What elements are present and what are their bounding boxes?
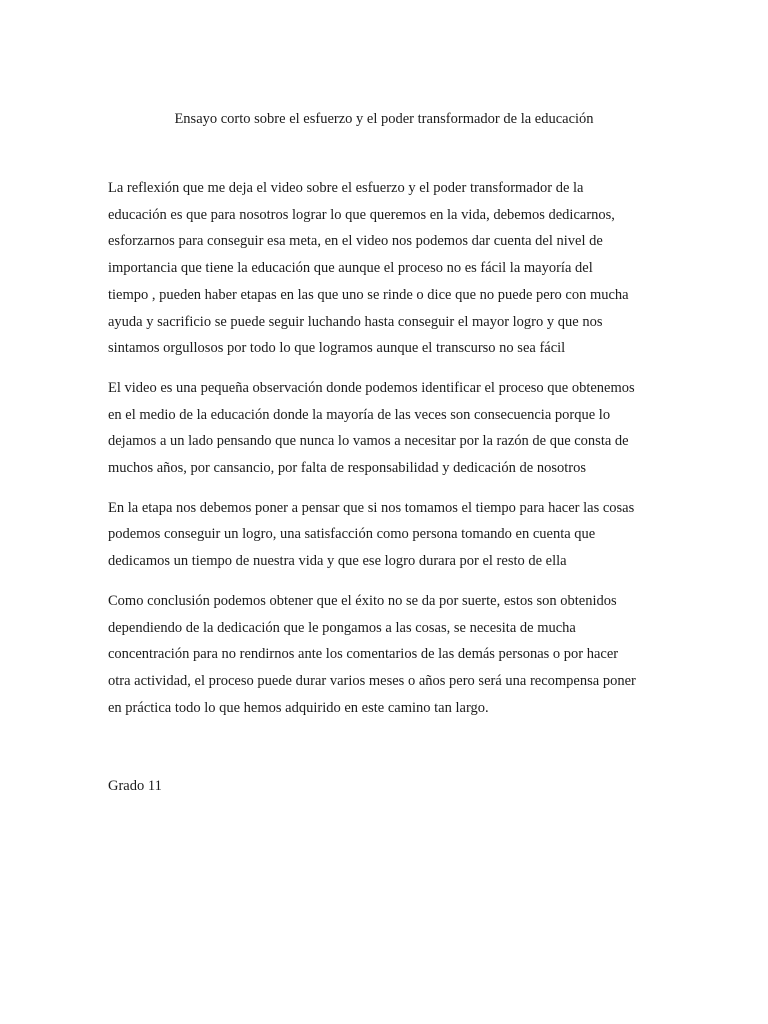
paragraph-1 xyxy=(108,175,668,362)
text-line: tiempo , pueden haber etapas en las que uno se rinde o dice que no puede pero con mucha xyxy=(108,286,629,303)
text-line: dependiendo de la dedicación que le pongamos a las cosas, se necesita de mucha xyxy=(108,619,576,636)
text-line: importancia que tiene la educación que aunque el proceso no es fácil la mayoría del xyxy=(108,260,593,277)
text-line: Como conclusión podemos obtener que el éxito no se da por suerte, estos son obtenidos xyxy=(108,592,617,609)
text-line: educación es que para nosotros lograr lo que queremos en la vida, debemos dedicarnos, xyxy=(108,206,615,223)
grade-label: Grado 11 xyxy=(108,778,162,794)
text-line: sintamos orgullosos por todo lo que logramos aunque el transcurso no sea fácil xyxy=(108,340,566,357)
text-line: El video es una pequeña observación donde podemos identificar el proceso que obtenemos xyxy=(108,379,635,396)
text-line: podemos conseguir un logro, una satisfacción como persona tomando en cuenta que xyxy=(108,526,596,543)
text-line: muchos años, por cansancio, por falta de responsabilidad y dedicación de nosotros xyxy=(108,460,586,477)
text-line: en práctica todo lo que hemos adquirido en este camino tan largo. xyxy=(108,699,489,716)
essay-body xyxy=(108,175,668,734)
paragraph-2 xyxy=(108,375,668,482)
text-line: ayuda y sacrificio se puede seguir luchando hasta conseguir el mayor logro y que nos xyxy=(108,313,603,330)
paragraph-3 xyxy=(108,495,668,575)
text-line: esforzarnos para conseguir esa meta, en el video nos podemos dar cuenta del nivel de xyxy=(108,233,603,250)
text-line: En la etapa nos debemos poner a pensar que si nos tomamos el tiempo para hacer las cosas xyxy=(108,499,635,516)
text-line: otra actividad, el proceso puede durar varios meses o años pero será una recompensa poner xyxy=(108,672,636,689)
text-line: La reflexión que me deja el video sobre el esfuerzo y el poder transformador de la xyxy=(108,180,584,196)
text-line: dejamos a un lado pensando que nunca lo vamos a necesitar por la razón de que consta de xyxy=(108,433,629,450)
document-title: Ensayo corto sobre el esfuerzo y el poder transformador de la educación xyxy=(174,111,594,127)
paragraph-4 xyxy=(108,588,668,722)
text-line: en el medio de la educación donde la mayoría de las veces son consecuencia porque lo xyxy=(108,406,611,423)
text-line: concentración para no rendirnos ante los comentarios de las demás personas o por hacer xyxy=(108,646,619,663)
text-line: dedicamos un tiempo de nuestra vida y que ese logro durara por el resto de ella xyxy=(108,553,567,570)
